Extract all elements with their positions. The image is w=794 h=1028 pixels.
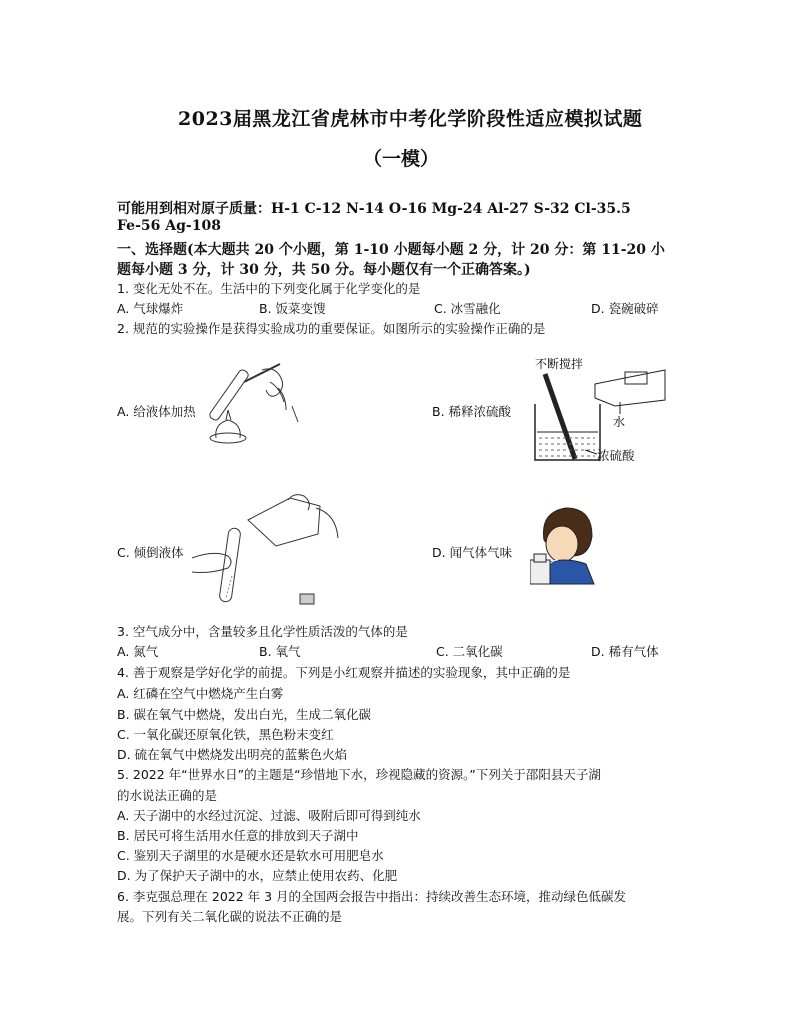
q2-option-b: B. 稀释浓硫酸 <box>432 404 512 419</box>
atomic-masses-line2: Fe-56 Ag-108 <box>117 218 221 234</box>
section1-heading-line1: 一、选择题(本大题共 20 个小题，第 1-10 小题每小题 2 分，计 20 分：第 11-20 小 <box>117 242 665 258</box>
q5-stem-line2: 的水说法正确的是 <box>117 788 218 803</box>
q1-option-a: A. 气球爆炸 <box>117 301 184 316</box>
label-acid: 浓硫酸 <box>597 448 635 463</box>
q1-option-c: C. 冰雪融化 <box>434 301 501 316</box>
q3-option-d: D. 稀有气体 <box>591 644 659 659</box>
q4-option-c: C. 一氧化碳还原氧化铁，黑色粉末变红 <box>117 727 334 742</box>
q2-stem: 2. 规范的实验操作是获得实验成功的重要保证。如图所示的实验操作正确的是 <box>117 321 546 336</box>
q5-option-c: C. 鉴别天子湖里的水是硬水还是软水可用肥皂水 <box>117 848 384 863</box>
q1-stem: 1. 变化无处不在。生活中的下列变化属于化学变化的是 <box>117 281 421 296</box>
label-stir: 不断搅拌 <box>535 357 584 371</box>
heating-liquid-illustration <box>200 360 320 450</box>
q2-option-d: D. 闻气体气味 <box>432 545 513 560</box>
q3-option-b: B. 氧气 <box>259 644 301 659</box>
page-title: 2023届黑龙江省虎林市中考化学阶段性适应模拟试题 <box>178 108 643 130</box>
atomic-masses-line1: 可能用到相对原子质量：H-1 C-12 N-14 O-16 Mg-24 Al-27 S-32 Cl-35.5 <box>117 201 631 217</box>
q3-option-a: A. 氮气 <box>117 644 159 659</box>
q5-stem-line1: 5. 2022 年“世界水日”的主题是“珍惜地下水，珍视隐藏的资源。”下列关于邵阳县天子湖 <box>117 767 601 782</box>
q3-option-c: C. 二氧化碳 <box>436 644 503 659</box>
smelling-gas-illustration <box>530 500 605 585</box>
section1-heading-line2: 题每小题 3 分，计 30 分，共 50 分。每小题仅有一个正确答案。) <box>117 262 531 278</box>
q4-option-b: B. 碳在氧气中燃烧，发出白光，生成二氧化碳 <box>117 707 372 722</box>
q2-option-c: C. 倾倒液体 <box>117 545 184 560</box>
q4-stem: 4. 善于观察是学好化学的前提。下列是小红观察并描述的实验现象，其中正确的是 <box>117 665 571 680</box>
q4-option-a: A. 红磷在空气中燃烧产生白雾 <box>117 686 284 701</box>
q6-stem-line2: 展。下列有关二氧化碳的说法不正确的是 <box>117 909 343 924</box>
q5-option-b: B. 居民可将生活用水任意的排放到天子湖中 <box>117 828 359 843</box>
q1-option-d: D. 瓷碗破碎 <box>591 301 659 316</box>
q1-option-b: B. 饭菜变馊 <box>259 301 326 316</box>
q5-option-d: D. 为了保护天子湖中的水，应禁止使用农药、化肥 <box>117 868 398 883</box>
q4-option-d: D. 硫在氧气中燃烧发出明亮的蓝紫色火焰 <box>117 747 348 762</box>
pouring-liquid-illustration <box>190 488 340 613</box>
page-subtitle: （一模） <box>363 148 440 170</box>
q3-stem: 3. 空气成分中，含量较多且化学性质活泼的气体的是 <box>117 624 408 639</box>
q6-stem-line1: 6. 李克强总理在 2022 年 3 月的全国两会报告中指出：持续改善生态环境，推动绿色低碳发 <box>117 889 627 904</box>
q5-option-a: A. 天子湖中的水经过沉淀、过滤、吸附后即可得到纯水 <box>117 808 421 823</box>
label-water: 水 <box>613 415 626 429</box>
q2-option-a: A. 给液体加热 <box>117 404 196 419</box>
